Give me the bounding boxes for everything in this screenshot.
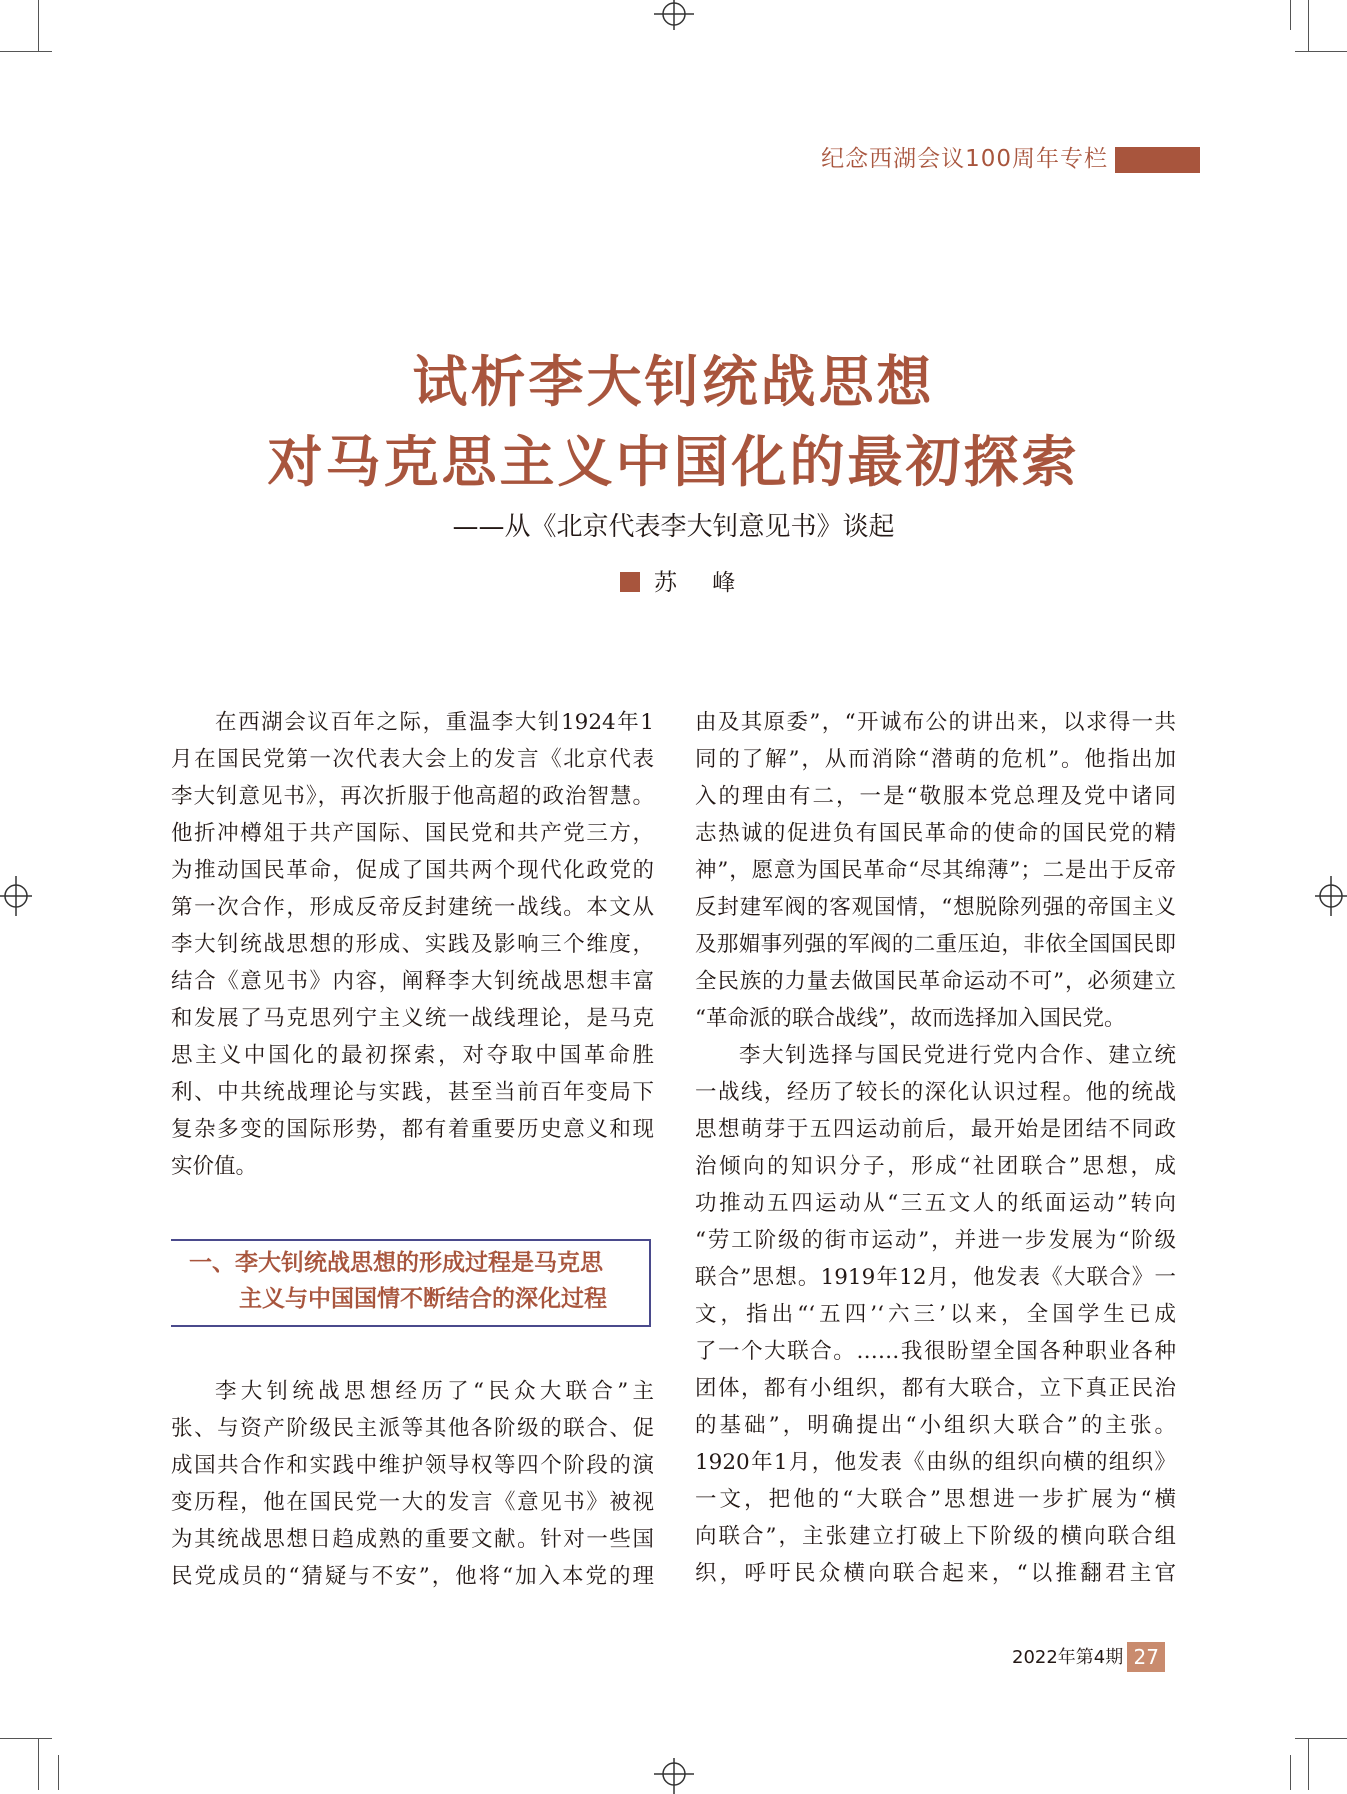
text-line: 志热诚的促进负有国民革命的使命的国民党的精	[695, 821, 1176, 846]
text-line: “劳工阶级的街市运动”，并进一步发展为“阶级	[695, 1228, 1176, 1253]
registration-mark-icon	[1307, 876, 1347, 916]
column-tag-text: 纪念西湖会议100周年专栏	[821, 146, 1108, 172]
text-line: 为其统战思想日趋成熟的重要文献。针对一些国	[171, 1527, 654, 1552]
text-line: 入的理由有二，一是“敬服本党总理及党中诸同	[695, 784, 1176, 809]
text-line: 为推动国民革命，促成了国共两个现代化政党的	[171, 858, 654, 883]
text-line: 在西湖会议百年之际，重温李大钊1924年1	[215, 710, 654, 735]
text-line: “革命派的联合战线”，故而选择加入国民党。	[695, 1006, 1126, 1031]
text-line: 复杂多变的国际形势，都有着重要历史意义和现	[171, 1117, 654, 1142]
text-line: 成国共合作和实践中维护领导权等四个阶段的演	[171, 1453, 654, 1478]
text-line: 张、与资产阶级民主派等其他各阶级的联合、促	[171, 1416, 654, 1441]
page-footer	[1012, 1642, 1165, 1674]
text-line: 利、中共统战理论与实践，甚至当前百年变局下	[171, 1080, 654, 1105]
text-line: 实价值。	[171, 1154, 258, 1179]
author-name: 苏 峰	[654, 570, 750, 596]
registration-mark-icon	[0, 876, 40, 916]
text-line: 的基础”，明确提出“小组织大联合”的主张。	[695, 1413, 1176, 1438]
text-line: 第一次合作，形成反帝反封建统一战线。本文从	[171, 895, 654, 920]
text-line: 联合”思想。1919年12月，他发表《大联合》一	[695, 1265, 1176, 1290]
text-line: 和发展了马克思列宁主义统一战线理论，是马克	[171, 1006, 654, 1031]
text-line: 1920年1月，他发表《由纵的组织向横的组织》	[695, 1450, 1176, 1475]
title-line-1: 试析李大钊统战思想	[412, 350, 935, 414]
text-line: 月在国民党第一次代表大会上的发言《北京代表	[171, 747, 654, 772]
column-tag	[821, 143, 1220, 175]
column-tag-bar	[1115, 147, 1200, 173]
text-line: 文，指出“‘五四’‘六三’以来，全国学生已成	[695, 1302, 1176, 1327]
text-line: 了一个大联合。……我很盼望全国各种职业各种	[695, 1339, 1176, 1364]
text-line: 思主义中国化的最初探索，对夺取中国革命胜	[171, 1043, 654, 1068]
registration-mark-icon	[654, 1754, 694, 1794]
section-heading-line-1: 一、李大钊统战思想的形成过程是马克思	[189, 1250, 603, 1276]
registration-mark-icon	[654, 0, 694, 38]
subtitle: ——从《北京代表李大钊意见书》谈起	[452, 512, 895, 542]
text-line: 全民族的力量去做国民革命运动不可”，必须建立	[695, 969, 1176, 994]
section-heading-box	[171, 1239, 651, 1327]
section-heading-line-2: 主义与中国国情不断结合的深化过程	[239, 1286, 607, 1312]
text-line: 向联合”，主张建立打破上下阶级的横向联合组	[695, 1524, 1176, 1549]
text-line: 李大钊统战思想经历了“民众大联合”主	[215, 1379, 654, 1404]
text-line: 织，呼吁民众横向联合起来，“以推翻君主官	[695, 1561, 1176, 1586]
text-line: 治倾向的知识分子，形成“社团联合”思想，成	[695, 1154, 1176, 1179]
text-line: 一文，把他的“大联合”思想进一步扩展为“横	[695, 1487, 1176, 1512]
text-line: 同的了解”，从而消除“潜萌的危机”。他指出加	[695, 747, 1176, 772]
title-line-2: 对马克思主义中国化的最初探索	[267, 430, 1080, 494]
text-line: 思想萌芽于五四运动前后，最开始是团结不同政	[695, 1117, 1176, 1142]
text-line: 结合《意见书》内容，阐释李大钊统战思想丰富	[171, 969, 654, 994]
text-line: 一战线，经历了较长的深化认识过程。他的统战	[695, 1080, 1176, 1105]
text-line: 李大钊统战思想的形成、实践及影响三个维度，	[171, 932, 654, 957]
text-line: 李大钊意见书》，再次折服于他高超的政治智慧。	[171, 784, 654, 809]
text-line: 功推动五四运动从“三五文人的纸面运动”转向	[695, 1191, 1176, 1216]
text-line: 反封建军阀的客观国情，“想脱除列强的帝国主义	[695, 895, 1176, 920]
text-line: 李大钊选择与国民党进行党内合作、建立统	[739, 1043, 1176, 1068]
page-number: 27	[1127, 1642, 1165, 1672]
text-line: 团体，都有小组织，都有大联合，立下真正民治	[695, 1376, 1176, 1401]
text-line: 他折冲樽俎于共产国际、国民党和共产党三方，	[171, 821, 654, 846]
text-line: 及那媚事列强的军阀的二重压迫，非依全国国民即	[695, 932, 1176, 957]
issue-label: 2022年第4期	[1012, 1647, 1124, 1668]
text-line: 变历程，他在国民党一大的发言《意见书》被视	[171, 1490, 654, 1515]
author-byline	[620, 568, 749, 598]
text-line: 民党成员的“猜疑与不安”，他将“加入本党的理	[171, 1564, 654, 1589]
text-line: 由及其原委”，“开诚布公的讲出来，以求得一共	[695, 710, 1176, 735]
text-line: 神”，愿意为国民革命“尽其绵薄”；二是出于反帝	[695, 858, 1176, 883]
author-square-icon	[620, 572, 640, 592]
